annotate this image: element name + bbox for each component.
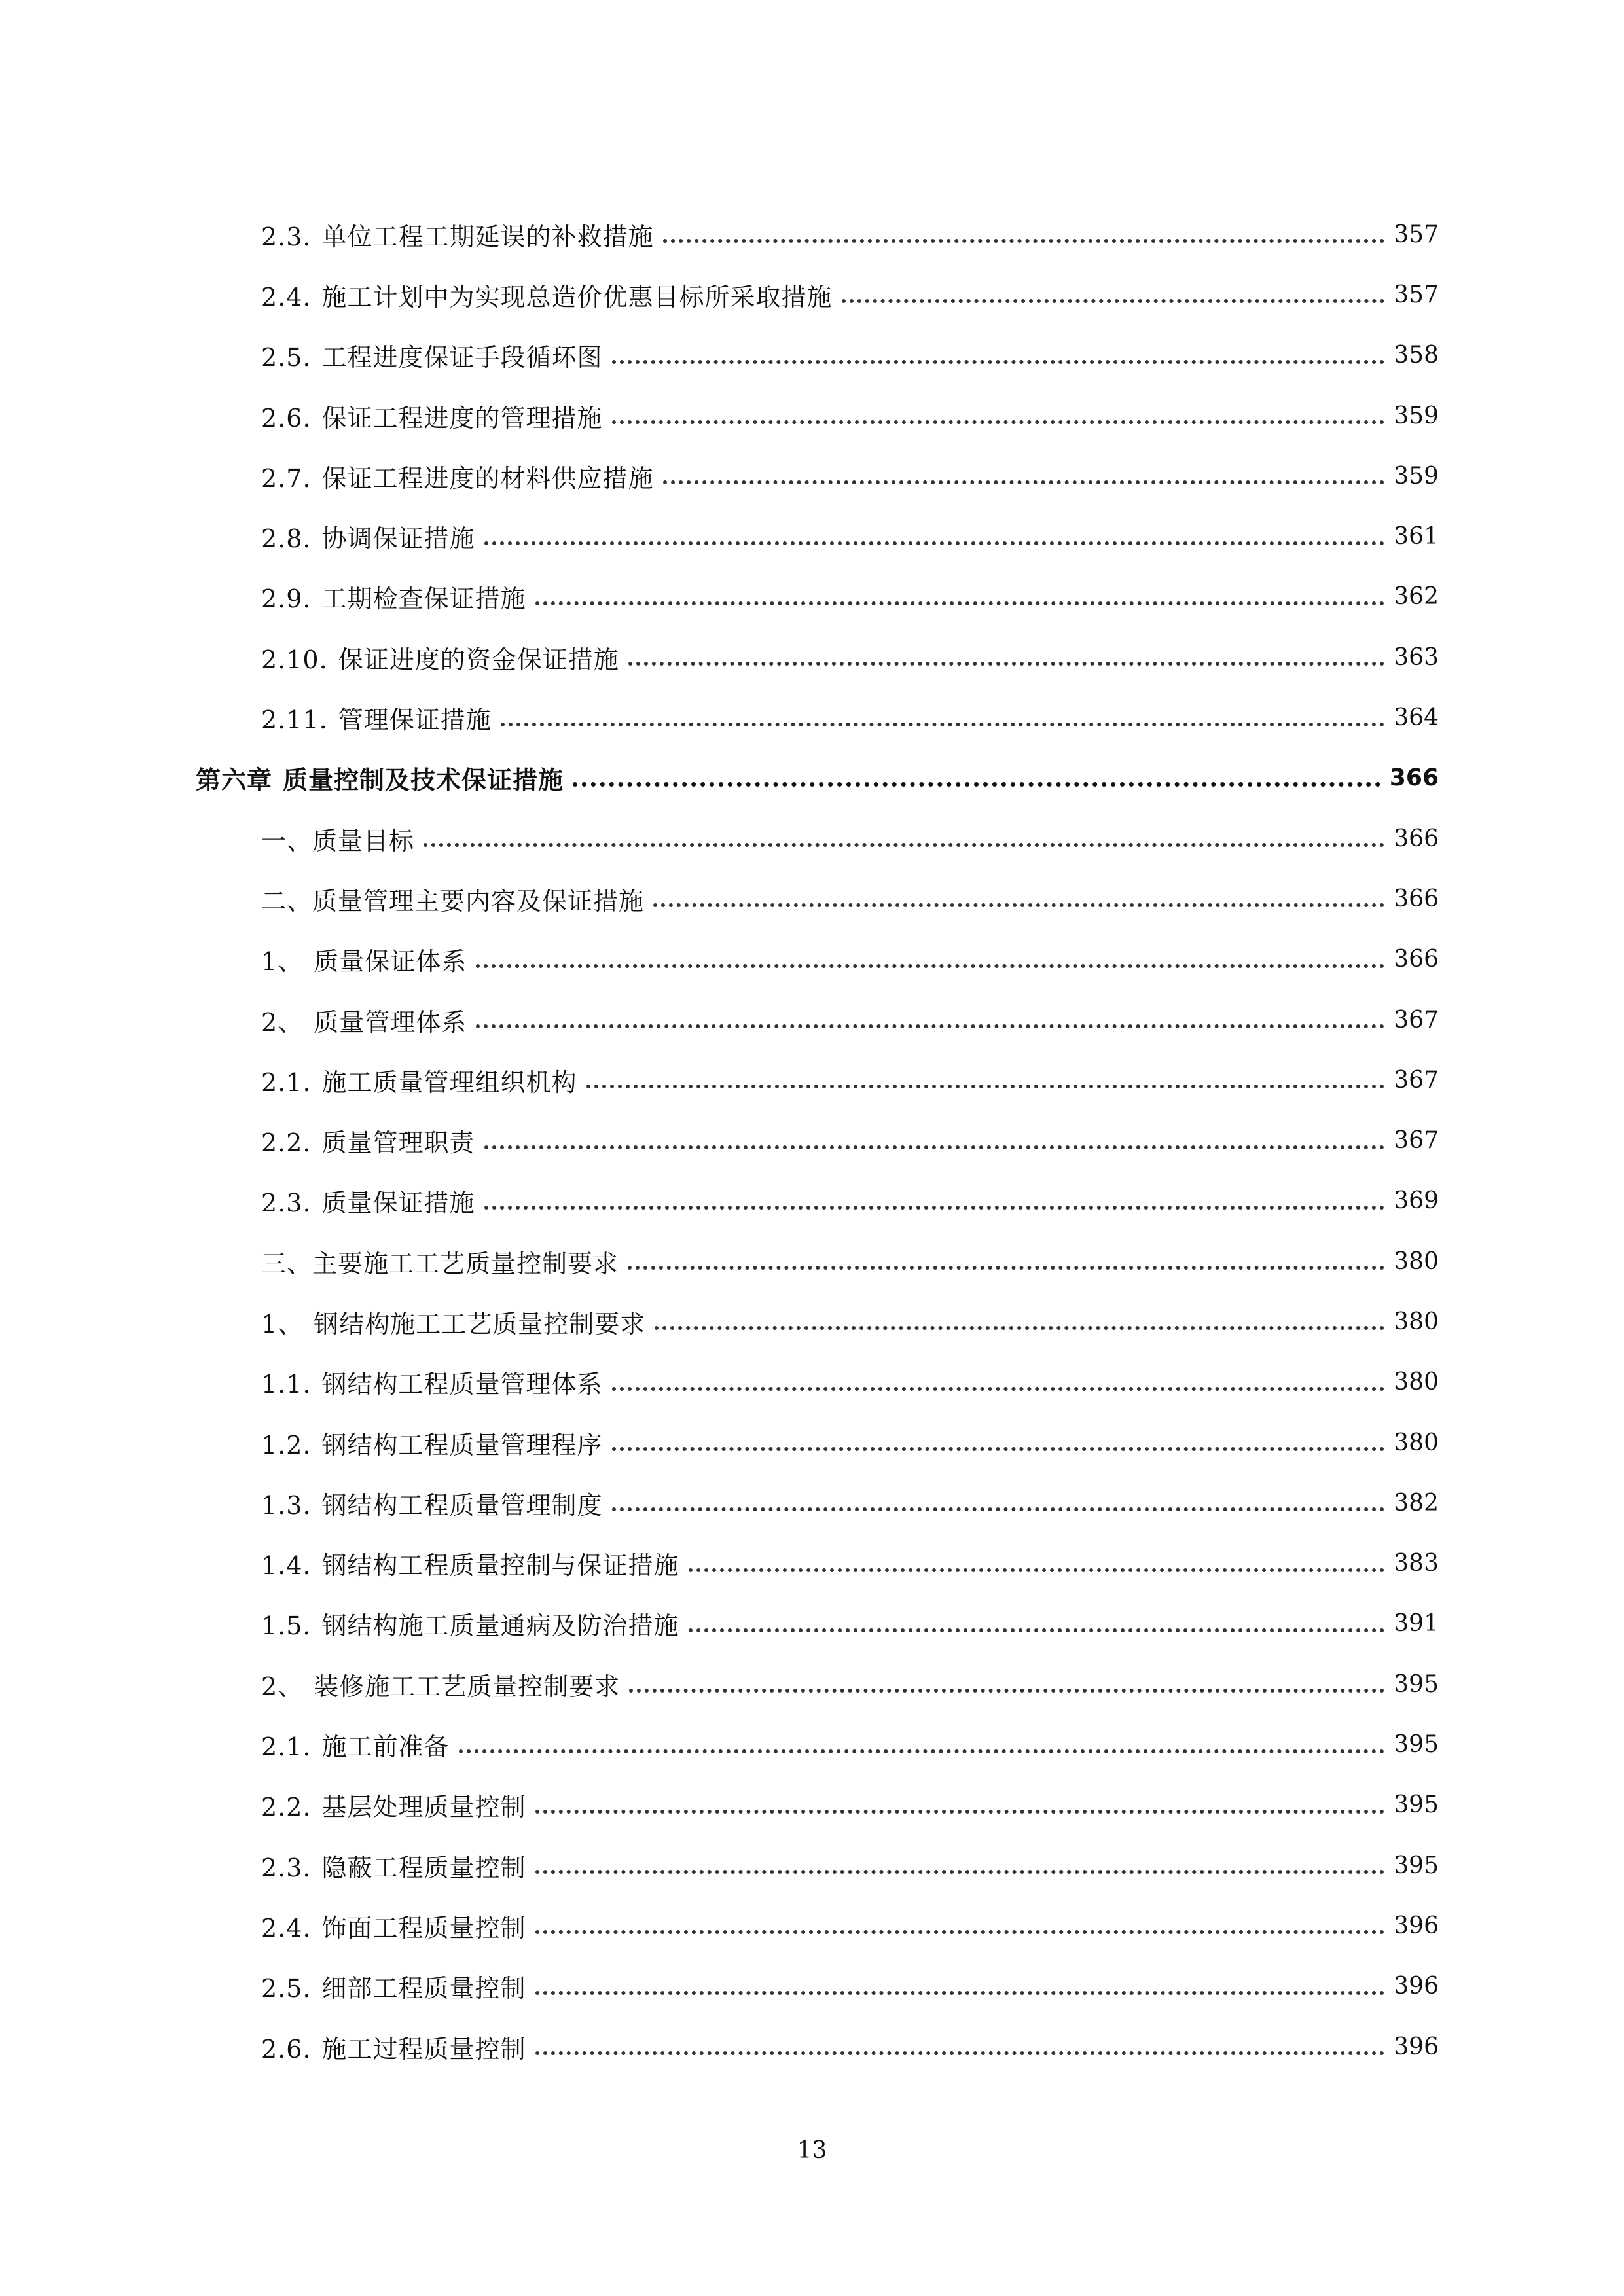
toc-entry[interactable] [0,1594,1624,1654]
toc-entry-number: 1.5. [261,1611,312,1641]
toc-entry-page: 380 [1394,1308,1439,1335]
toc-entry-title: 协调保证措施 [321,524,475,554]
dot-leader [484,541,1385,545]
toc-entry[interactable] [0,506,1624,566]
toc-entry-title: 施工过程质量控制 [321,2034,526,2064]
toc-entry-page: 367 [1394,1066,1439,1094]
toc-entry-page: 357 [1394,281,1439,308]
toc-entry[interactable] [0,1110,1624,1170]
toc-entry-page: 380 [1394,1247,1439,1275]
toc-entry-title: 质量控制及技术保证措施 [283,766,564,795]
dot-leader [663,239,1385,243]
toc-entry-page: 364 [1394,704,1439,732]
toc-entry-number: 第六章 [196,766,273,795]
toc-entry-title: 施工前准备 [321,1732,450,1762]
toc-entry-text [261,458,654,494]
toc-entry-text [261,1002,467,1038]
toc-entry-text [261,1062,577,1098]
dot-leader [535,2051,1385,2055]
toc-entry-page: 363 [1394,643,1439,671]
toc-entry-number: 2.3. [261,1189,312,1218]
toc-entry-text [261,821,414,857]
dot-leader [689,1568,1385,1572]
toc-entry-number: 2.5. [261,1974,312,2003]
dot-leader [653,903,1384,907]
toc-entry[interactable] [0,1352,1624,1412]
toc-entry[interactable] [0,204,1624,264]
toc-entry-title: 工程进度保证手段循环图 [321,343,603,372]
toc-entry-number: 2、 [261,1007,304,1037]
toc-entry-number: 2.1. [261,1732,312,1762]
toc-entry-number: 1.4. [261,1551,312,1581]
dot-leader [612,1387,1385,1391]
toc-entry-title: 施工计划中为实现总造价优惠目标所采取措施 [321,282,833,312]
toc-entry-title: 三、主要施工工艺质量控制要求 [261,1249,619,1278]
toc-entry-text [261,1244,619,1280]
toc-entry[interactable] [0,325,1624,386]
toc-entry-text [261,1122,475,1158]
toc-entry-text [261,217,654,253]
toc-entry-title: 一、质量目标 [261,826,415,855]
toc-entry[interactable] [0,1714,1624,1774]
toc-entry-text [261,1605,679,1641]
toc-entry-text [261,941,467,977]
toc-entry-page: 367 [1394,1006,1439,1033]
dot-leader [655,1326,1384,1330]
toc-entry-number: 2.2. [261,1793,312,1822]
toc-entry[interactable] [0,687,1624,747]
toc-entry-title: 质量保证体系 [314,947,467,977]
toc-entry-title: 钢结构工程质量控制与保证措施 [321,1551,679,1581]
toc-entry[interactable] [0,808,1624,869]
toc-entry-number: 2.9. [261,584,312,614]
toc-entry-text [261,1787,526,1823]
dot-leader [535,601,1385,605]
toc-entry-text [261,1666,620,1702]
toc-entry-number: 1.3. [261,1490,312,1520]
toc-entry-page: 366 [1394,825,1439,852]
toc-entry-page: 369 [1394,1187,1439,1215]
toc-entry-page: 366 [1389,764,1439,792]
toc-entry-text [261,1968,526,2004]
toc-entry[interactable] [0,1291,1624,1352]
toc-entry[interactable] [0,1654,1624,1714]
toc-entry-title: 钢结构施工质量通病及防治措施 [321,1611,679,1641]
toc-entry-title: 二、质量管理主要内容及保证措施 [261,886,645,916]
dot-leader [628,662,1385,666]
toc-entry-page: 380 [1394,1369,1439,1396]
table-of-contents [0,204,1624,2077]
toc-entry-number: 1、 [261,1309,304,1338]
toc-entry-number: 1.2. [261,1430,312,1460]
toc-entry-title: 质量管理体系 [314,1007,467,1037]
toc-entry-text [261,1545,679,1581]
toc-entry-title: 施工质量管理组织机构 [321,1067,577,1097]
toc-entry-page: 357 [1394,221,1439,248]
toc-entry-title: 质量保证措施 [321,1189,475,1218]
toc-entry-page: 367 [1394,1127,1439,1155]
dot-leader [612,420,1385,424]
toc-entry-text [261,1485,603,1521]
toc-entry-title: 钢结构工程质量管理制度 [321,1490,603,1520]
dot-leader [424,843,1384,847]
toc-entry-page: 391 [1394,1610,1439,1638]
toc-chapter-entry[interactable] [0,748,1624,808]
toc-entry-page: 366 [1394,885,1439,912]
toc-entry-page: 380 [1394,1429,1439,1456]
toc-entry-title: 细部工程质量控制 [321,1974,526,2003]
dot-leader [535,1870,1385,1874]
toc-entry[interactable] [0,1775,1624,1835]
toc-entry[interactable] [0,869,1624,929]
toc-entry-page: 396 [1394,1912,1439,1939]
dot-leader [689,1628,1385,1632]
toc-entry-title: 工期检查保证措施 [321,584,526,614]
toc-entry-page: 361 [1394,523,1439,550]
toc-entry-text [196,760,564,796]
dot-leader [612,360,1385,364]
toc-entry-page: 395 [1394,1791,1439,1819]
toc-entry-page: 362 [1394,583,1439,611]
toc-entry-number: 2.3. [261,222,312,251]
dot-leader [484,1206,1385,1210]
toc-entry-text [261,337,603,373]
toc-entry-text [261,1425,603,1461]
toc-entry[interactable] [0,1050,1624,1110]
toc-entry-number: 2.1. [261,1067,312,1097]
dot-leader [663,480,1385,484]
toc-entry[interactable] [0,1835,1624,1895]
toc-entry-number: 2.11. [261,706,328,735]
toc-entry-number: 2.2. [261,1128,312,1158]
toc-entry-number: 2.7. [261,463,312,493]
toc-entry[interactable] [0,567,1624,627]
dot-leader [459,1749,1385,1753]
toc-entry[interactable] [0,1231,1624,1291]
toc-entry-title: 饰面工程质量控制 [321,1913,526,1943]
toc-entry-text [261,1304,645,1340]
toc-entry-page: 359 [1394,462,1439,490]
toc-entry[interactable] [0,2017,1624,2077]
toc-entry-text [261,1848,526,1884]
dot-leader [484,1145,1385,1149]
toc-entry-number: 2、 [261,1672,304,1701]
toc-entry-number: 2.6. [261,403,312,433]
toc-entry[interactable] [0,929,1624,990]
toc-entry[interactable] [0,1534,1624,1594]
dot-leader [629,1689,1384,1693]
toc-entry-text [261,579,526,615]
toc-entry-text [261,277,833,313]
toc-entry-text [261,639,619,675]
toc-entry-title: 保证进度的资金保证措施 [338,645,619,674]
toc-entry-title: 基层处理质量控制 [321,1793,526,1822]
toc-entry[interactable] [0,1171,1624,1231]
dot-leader [535,1991,1385,1995]
dot-leader [501,723,1385,726]
toc-entry-number: 2.5. [261,343,312,372]
dot-leader [628,1266,1384,1270]
toc-entry-title: 装修施工工艺质量控制要求 [314,1672,621,1701]
toc-entry-page: 359 [1394,402,1439,429]
toc-entry-page: 395 [1394,1670,1439,1698]
toc-entry[interactable] [0,386,1624,446]
toc-entry-number: 2.3. [261,1853,312,1882]
toc-entry-number: 1、 [261,947,304,977]
toc-entry[interactable] [0,990,1624,1050]
toc-entry-title: 保证工程进度的材料供应措施 [321,463,654,493]
toc-entry-page: 395 [1394,1731,1439,1759]
toc-entry-title: 单位工程工期延误的补救措施 [321,222,654,251]
toc-entry[interactable] [0,627,1624,687]
toc-entry-text [261,2029,526,2065]
toc-entry-title: 钢结构工程质量管理程序 [321,1430,603,1460]
dot-leader [535,1930,1385,1934]
toc-entry-text [261,1183,475,1219]
toc-entry-number: 2.6. [261,2034,312,2064]
toc-entry[interactable] [0,1895,1624,1956]
dot-leader [612,1507,1385,1511]
dot-leader [842,299,1385,303]
toc-entry-text [261,700,492,736]
toc-entry-title: 管理保证措施 [338,706,492,735]
toc-entry-page: 396 [1394,1973,1439,2000]
toc-entry-number: 2.4. [261,1913,312,1943]
toc-entry-title: 钢结构施工工艺质量控制要求 [314,1309,646,1338]
dot-leader [612,1447,1385,1451]
toc-entry-text [261,1364,603,1400]
page-number: 13 [797,2137,827,2164]
toc-entry[interactable] [0,1956,1624,2017]
toc-entry-number: 2.4. [261,282,312,312]
toc-entry[interactable] [0,1473,1624,1533]
toc-entry-text [261,1727,450,1763]
toc-entry-text [261,881,644,917]
toc-entry[interactable] [0,446,1624,506]
toc-entry-number: 2.8. [261,524,312,554]
toc-entry-title: 钢结构工程质量管理体系 [321,1370,603,1399]
dot-leader [586,1085,1385,1088]
toc-entry-page: 395 [1394,1852,1439,1879]
toc-entry-text [261,398,603,434]
toc-entry-page: 366 [1394,946,1439,973]
toc-entry-number: 1.1. [261,1370,312,1399]
toc-entry[interactable] [0,1412,1624,1473]
toc-entry-title: 保证工程进度的管理措施 [321,403,603,433]
dot-leader [535,1810,1385,1814]
toc-entry-page: 382 [1394,1489,1439,1516]
toc-entry-text [261,518,475,554]
toc-entry-page: 358 [1394,342,1439,369]
dot-leader [476,1024,1384,1028]
toc-entry-title: 隐蔽工程质量控制 [321,1853,526,1882]
toc-entry-page: 396 [1394,2033,1439,2060]
dot-leader [573,782,1380,787]
toc-entry-page: 383 [1394,1550,1439,1577]
toc-entry-number: 2.10. [261,645,328,674]
dot-leader [476,964,1384,968]
toc-entry[interactable] [0,264,1624,325]
toc-entry-title: 质量管理职责 [321,1128,475,1158]
toc-entry-text [261,1908,526,1944]
